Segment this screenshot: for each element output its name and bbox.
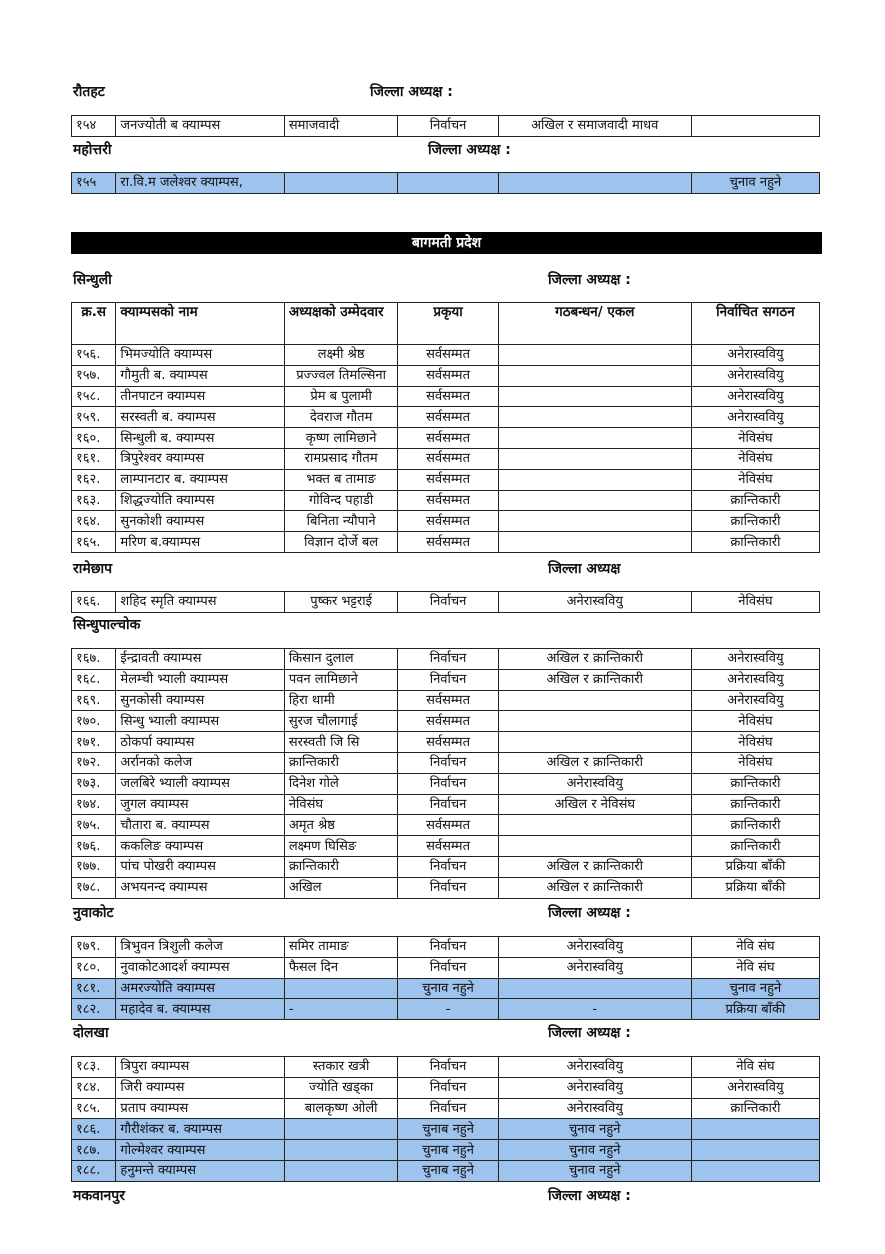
table-row — [72, 711, 820, 732]
cell-process: सर्वसम्मत — [398, 836, 498, 857]
cell-campus: रा.वि.म जलेश्वर क्याम्पस, — [116, 173, 284, 194]
cell-candidate: स्तकार खत्री — [284, 1057, 398, 1078]
table-row — [72, 386, 820, 407]
cell-candidate: ज्योति खड्का — [284, 1077, 398, 1098]
rows-mahottari — [72, 173, 820, 194]
cell-alliance — [498, 532, 691, 553]
cell-process: सर्वसम्मत — [398, 407, 498, 428]
table-row — [72, 173, 820, 194]
table-row — [72, 1057, 820, 1078]
cell-process: चुनाब नहुने — [398, 1140, 498, 1161]
table-row — [72, 511, 820, 532]
cell-serial: १५६. — [72, 345, 116, 366]
cell-campus: सिन्धुली ब. क्याम्पस — [116, 428, 284, 449]
cell-serial: १५९. — [72, 407, 116, 428]
cell-campus: सिन्धु भ्याली क्याम्पस — [116, 711, 284, 732]
cell-campus: अर्रानको कलेज — [116, 752, 284, 773]
cell-elected — [691, 1119, 819, 1140]
rows-dolakha — [72, 1057, 820, 1182]
district-chair-label: जिल्ला अध्यक्ष : — [548, 1188, 631, 1204]
cell-elected: नेविसंघ — [691, 448, 819, 469]
cell-alliance — [498, 711, 691, 732]
cell-candidate: दिनेश गोले — [284, 773, 398, 794]
cell-candidate: रामप्रसाद गौतम — [284, 448, 398, 469]
cell-alliance: अनेरास्ववियु — [498, 773, 691, 794]
cell-serial: १५७. — [72, 365, 116, 386]
cell-candidate: बिनिता न्यौपाने — [284, 511, 398, 532]
cell-process: निर्वाचन — [398, 1057, 498, 1078]
cell-serial: १७८. — [72, 877, 116, 898]
cell-elected: चुनाव नहुने — [691, 978, 819, 999]
cell-serial: १६०. — [72, 428, 116, 449]
district-chair-label: जिल्ला अध्यक्ष : — [548, 905, 631, 921]
cell-candidate: भक्त ब तामाङ — [284, 469, 398, 490]
cell-elected: अनेरास्ववियु — [691, 690, 819, 711]
cell-campus: महादेव ब. क्याम्पस — [116, 999, 284, 1020]
table-row — [72, 428, 820, 449]
cell-process: सर्वसम्मत — [398, 365, 498, 386]
cell-serial: १८५. — [72, 1098, 116, 1119]
cell-campus: मरिण ब.क्याम्पस — [116, 532, 284, 553]
cell-elected: क्रान्तिकारी — [691, 815, 819, 836]
cell-serial: १६२. — [72, 469, 116, 490]
cell-serial: १८१. — [72, 978, 116, 999]
cell-alliance — [498, 365, 691, 386]
cell-candidate: क्रान्तिकारी — [284, 856, 398, 877]
table-row — [72, 690, 820, 711]
cell-campus: त्रिपुरा क्याम्पस — [116, 1057, 284, 1078]
cell-campus: भिमज्योति क्याम्पस — [116, 345, 284, 366]
cell-candidate: लक्ष्मण घिसिङ — [284, 836, 398, 857]
cell-campus: जलबिरे भ्याली क्याम्पस — [116, 773, 284, 794]
district-chair-label: जिल्ला अध्यक्ष : — [370, 84, 453, 100]
table-row — [72, 836, 820, 857]
cell-process: निर्वाचन — [398, 937, 498, 958]
cell-campus: चौतारा ब. क्याम्पस — [116, 815, 284, 836]
cell-process: सर्वसम्मत — [398, 511, 498, 532]
cell-candidate: समिर तामाङ — [284, 937, 398, 958]
cell-serial: १६४. — [72, 511, 116, 532]
cell-alliance: अखिल र समाजवादी माधव — [498, 116, 691, 137]
cell-candidate: हिरा थामी — [284, 690, 398, 711]
cell-alliance — [498, 428, 691, 449]
cell-candidate: लक्ष्मी श्रेष्ठ — [284, 345, 398, 366]
cell-elected: क्रान्तिकारी — [691, 794, 819, 815]
col-header-process: प्रकृया — [398, 303, 498, 345]
cell-alliance — [498, 386, 691, 407]
cell-serial: १७०. — [72, 711, 116, 732]
cell-serial: १६५. — [72, 532, 116, 553]
cell-elected: अनेरास्ववियु — [691, 649, 819, 670]
cell-campus: ईन्द्रावती क्याम्पस — [116, 649, 284, 670]
cell-candidate: कृष्ण लामिछाने — [284, 428, 398, 449]
table-row — [72, 1119, 820, 1140]
cell-alliance: अखिल र क्रान्तिकारी — [498, 856, 691, 877]
cell-elected: प्रक्रिया बाँकी — [691, 877, 819, 898]
cell-candidate: समाजवादी — [284, 116, 398, 137]
cell-alliance — [498, 511, 691, 532]
cell-candidate: नेविसंघ — [284, 794, 398, 815]
table-nuwakot — [71, 936, 820, 1020]
cell-elected: क्रान्तिकारी — [691, 511, 819, 532]
cell-process: सर्वसम्मत — [398, 386, 498, 407]
district-title-mahottari: महोत्तरी — [73, 142, 112, 158]
cell-elected: नेवि संघ — [691, 957, 819, 978]
cell-process: निर्वाचन — [398, 1098, 498, 1119]
cell-elected — [691, 1160, 819, 1181]
cell-candidate: - — [284, 999, 398, 1020]
cell-serial: १८४. — [72, 1077, 116, 1098]
district-chair-label: जिल्ला अध्यक्ष : — [428, 142, 511, 158]
cell-alliance: अखिल र क्रान्तिकारी — [498, 877, 691, 898]
cell-elected — [691, 1140, 819, 1161]
cell-elected: क्रान्तिकारी — [691, 532, 819, 553]
cell-serial: १६३. — [72, 490, 116, 511]
district-title-makwanpur: मकवानपुर — [73, 1188, 125, 1204]
cell-process: निर्वाचन — [398, 649, 498, 670]
table-row — [72, 732, 820, 753]
cell-campus: गौरीशंकर ब. क्याम्पस — [116, 1119, 284, 1140]
district-title-rautahat: रौतहट — [73, 84, 105, 100]
cell-candidate: सरस्वती जि सि — [284, 732, 398, 753]
col-header-serial: क्र.स — [72, 303, 116, 345]
table-row — [72, 669, 820, 690]
cell-elected: नेविसंघ — [691, 711, 819, 732]
cell-serial: १८६. — [72, 1119, 116, 1140]
cell-process: निर्वाचन — [398, 856, 498, 877]
cell-campus: अभयनन्द क्याम्पस — [116, 877, 284, 898]
table-row — [72, 407, 820, 428]
table-dolakha — [71, 1056, 820, 1182]
cell-serial: १६७. — [72, 649, 116, 670]
cell-serial: १८३. — [72, 1057, 116, 1078]
table-row — [72, 773, 820, 794]
table-row — [72, 649, 820, 670]
district-chair-label: जिल्ला अध्यक्ष : — [548, 1025, 631, 1041]
cell-alliance: अखिल र क्रान्तिकारी — [498, 669, 691, 690]
cell-serial: १७३. — [72, 773, 116, 794]
cell-alliance: चुनाव नहुने — [498, 1140, 691, 1161]
cell-campus: त्रिभुवन त्रिशुली कलेज — [116, 937, 284, 958]
table-row — [72, 794, 820, 815]
cell-serial: १८७. — [72, 1140, 116, 1161]
cell-campus: शहिद स्मृति क्याम्पस — [116, 592, 284, 613]
rows-sindhupalchok — [72, 649, 820, 899]
cell-candidate: प्रेम ब पुलामी — [284, 386, 398, 407]
cell-alliance: अखिल र क्रान्तिकारी — [498, 649, 691, 670]
cell-elected: नेविसंघ — [691, 732, 819, 753]
table-ramechhap — [71, 591, 820, 613]
col-header-campus: क्याम्पसको नाम — [116, 303, 284, 345]
cell-process: निर्वाचन — [398, 116, 498, 137]
cell-candidate: अखिल — [284, 877, 398, 898]
table-row — [72, 592, 820, 613]
cell-alliance: अनेरास्ववियु — [498, 1057, 691, 1078]
cell-candidate: पवन लामिछाने — [284, 669, 398, 690]
cell-campus: पांच पोखरी क्याम्पस — [116, 856, 284, 877]
col-header-candidate: अध्यक्षको उम्मेदवार — [284, 303, 398, 345]
cell-candidate — [284, 1160, 398, 1181]
cell-candidate: सुरज चौलागाई — [284, 711, 398, 732]
cell-serial: १७२. — [72, 752, 116, 773]
cell-candidate: फैसल दिन — [284, 957, 398, 978]
cell-process: निर्वाचन — [398, 773, 498, 794]
table-row — [72, 877, 820, 898]
district-chair-label: जिल्ला अध्यक्ष : — [548, 272, 631, 288]
cell-alliance: अनेरास्ववियु — [498, 937, 691, 958]
cell-campus: नुवाकोटआदर्श क्याम्पस — [116, 957, 284, 978]
table-row — [72, 469, 820, 490]
cell-elected: क्रान्तिकारी — [691, 490, 819, 511]
cell-candidate: अमृत श्रेष्ठ — [284, 815, 398, 836]
table-row — [72, 856, 820, 877]
cell-candidate — [284, 1140, 398, 1161]
cell-process: निर्वाचन — [398, 957, 498, 978]
cell-serial: १५८. — [72, 386, 116, 407]
header-row — [72, 303, 820, 345]
cell-alliance: अनेरास्ववियु — [498, 1098, 691, 1119]
cell-alliance: अनेरास्ववियु — [498, 592, 691, 613]
cell-campus: ककलिङ क्याम्पस — [116, 836, 284, 857]
cell-candidate: प्रज्ज्वल तिमल्सिना — [284, 365, 398, 386]
cell-serial: १६९. — [72, 690, 116, 711]
cell-process: सर्वसम्मत — [398, 428, 498, 449]
cell-serial: १६१. — [72, 448, 116, 469]
cell-elected: क्रान्तिकारी — [691, 1098, 819, 1119]
table-row — [72, 365, 820, 386]
cell-campus: अमरज्योति क्याम्पस — [116, 978, 284, 999]
cell-serial: १८८. — [72, 1160, 116, 1181]
cell-elected: चुनाव नहुने — [691, 173, 819, 194]
cell-elected: नेविसंघ — [691, 592, 819, 613]
cell-campus: शिद्धज्योति क्याम्पस — [116, 490, 284, 511]
table-sindhuli — [71, 302, 820, 553]
cell-alliance — [498, 448, 691, 469]
rows-ramechhap — [72, 592, 820, 613]
cell-candidate: पुष्कर भट्टराई — [284, 592, 398, 613]
cell-elected: प्रक्रिया बाँकी — [691, 999, 819, 1020]
cell-process — [398, 173, 498, 194]
cell-candidate — [284, 173, 398, 194]
cell-elected: नेविसंघ — [691, 752, 819, 773]
table-row — [72, 1140, 820, 1161]
cell-campus: तीनपाटन क्याम्पस — [116, 386, 284, 407]
cell-alliance — [498, 978, 691, 999]
cell-campus: प्रताप क्याम्पस — [116, 1098, 284, 1119]
cell-alliance — [498, 690, 691, 711]
cell-campus: सरस्वती ब. क्याम्पस — [116, 407, 284, 428]
table-row — [72, 448, 820, 469]
cell-candidate — [284, 1119, 398, 1140]
cell-campus: सुनकोशी क्याम्पस — [116, 511, 284, 532]
cell-elected: अनेरास्ववियु — [691, 407, 819, 428]
cell-process: सर्वसम्मत — [398, 469, 498, 490]
cell-elected: नेवि संघ — [691, 1057, 819, 1078]
cell-process: निर्वाचन — [398, 1077, 498, 1098]
cell-serial: १७४. — [72, 794, 116, 815]
table-row — [72, 752, 820, 773]
table-row — [72, 1077, 820, 1098]
cell-alliance — [498, 469, 691, 490]
district-title-nuwakot: नुवाकोट — [73, 905, 114, 921]
cell-alliance — [498, 815, 691, 836]
cell-campus: गौमुती ब. क्याम्पस — [116, 365, 284, 386]
cell-alliance — [498, 490, 691, 511]
col-header-elected: निर्वाचित सगठन — [691, 303, 819, 345]
cell-process: सर्वसम्मत — [398, 690, 498, 711]
table-row — [72, 490, 820, 511]
cell-serial: १६८. — [72, 669, 116, 690]
cell-elected: नेविसंघ — [691, 428, 819, 449]
cell-process: निर्वाचन — [398, 794, 498, 815]
cell-elected: अनेरास्ववियु — [691, 345, 819, 366]
table-rautahat — [71, 115, 820, 137]
cell-alliance — [498, 407, 691, 428]
col-header-alliance: गठबन्धन/ एकल — [498, 303, 691, 345]
cell-campus: त्रिपुरेश्वर क्याम्पस — [116, 448, 284, 469]
district-title-sindhupalchok: सिन्धुपाल्चोक — [73, 617, 141, 633]
district-title-sindhuli: सिन्धुली — [73, 272, 112, 288]
cell-campus: सुनकोसी क्याम्पस — [116, 690, 284, 711]
cell-elected: अनेरास्ववियु — [691, 669, 819, 690]
cell-process: चुनाव नहुने — [398, 978, 498, 999]
cell-serial: १८०. — [72, 957, 116, 978]
cell-elected — [691, 116, 819, 137]
cell-serial: १७५. — [72, 815, 116, 836]
cell-candidate — [284, 978, 398, 999]
cell-serial: १७६. — [72, 836, 116, 857]
cell-serial: १७७. — [72, 856, 116, 877]
district-chair-label: जिल्ला अध्यक्ष — [548, 561, 621, 577]
cell-alliance — [498, 836, 691, 857]
cell-candidate: किसान दुलाल — [284, 649, 398, 670]
cell-alliance: अखिल र नेविसंघ — [498, 794, 691, 815]
cell-process: सर्वसम्मत — [398, 532, 498, 553]
cell-process: चुनाब नहुने — [398, 1160, 498, 1181]
cell-elected: नेविसंघ — [691, 469, 819, 490]
cell-candidate: देवराज गौतम — [284, 407, 398, 428]
cell-elected: क्रान्तिकारी — [691, 836, 819, 857]
cell-elected: क्रान्तिकारी — [691, 773, 819, 794]
province-band: बागमती प्रदेश — [71, 232, 822, 254]
cell-candidate: बालकृष्ण ओली — [284, 1098, 398, 1119]
table-row — [72, 937, 820, 958]
table-row — [72, 1160, 820, 1181]
table-row — [72, 345, 820, 366]
cell-process: सर्वसम्मत — [398, 711, 498, 732]
table-row — [72, 815, 820, 836]
table-row — [72, 532, 820, 553]
cell-serial: १५४ — [72, 116, 116, 137]
table-mahottari — [71, 172, 820, 194]
cell-process: चुनाब नहुने — [398, 1119, 498, 1140]
district-title-ramechhap: रामेछाप — [73, 561, 113, 577]
cell-candidate: क्रान्तिकारी — [284, 752, 398, 773]
cell-alliance: चुनाव नहुने — [498, 1160, 691, 1181]
cell-campus: लाम्पानटार ब. क्याम्पस — [116, 469, 284, 490]
cell-campus: जुगल क्याम्पस — [116, 794, 284, 815]
cell-elected: नेवि संघ — [691, 937, 819, 958]
cell-process: सर्वसम्मत — [398, 448, 498, 469]
cell-candidate: गोविन्द पहाडी — [284, 490, 398, 511]
rows-nuwakot — [72, 937, 820, 1020]
cell-campus: जनज्योती ब क्याम्पस — [116, 116, 284, 137]
cell-process: सर्वसम्मत — [398, 815, 498, 836]
cell-process: निर्वाचन — [398, 752, 498, 773]
cell-elected: अनेरास्ववियु — [691, 365, 819, 386]
cell-serial: १६६. — [72, 592, 116, 613]
cell-serial: १५५ — [72, 173, 116, 194]
cell-alliance — [498, 345, 691, 366]
cell-alliance: - — [498, 999, 691, 1020]
cell-alliance: अनेरास्ववियु — [498, 1077, 691, 1098]
cell-alliance: अखिल र क्रान्तिकारी — [498, 752, 691, 773]
cell-alliance — [498, 732, 691, 753]
rows-rautahat — [72, 116, 820, 137]
cell-campus: मेलम्ची भ्याली क्याम्पस — [116, 669, 284, 690]
table-sindhupalchok — [71, 648, 820, 899]
cell-alliance — [498, 173, 691, 194]
cell-elected: अनेरास्ववियु — [691, 386, 819, 407]
cell-candidate: विज्ञान दोर्जे बल — [284, 532, 398, 553]
cell-process: निर्वाचन — [398, 669, 498, 690]
district-title-dolakha: दोलखा — [73, 1025, 109, 1041]
cell-campus: हनुमन्ते क्याम्पस — [116, 1160, 284, 1181]
cell-campus: जिरी क्याम्पस — [116, 1077, 284, 1098]
cell-serial: १७१. — [72, 732, 116, 753]
table-row — [72, 999, 820, 1020]
table-row — [72, 116, 820, 137]
cell-process: सर्वसम्मत — [398, 490, 498, 511]
cell-campus: ठोकर्पा क्याम्पस — [116, 732, 284, 753]
cell-elected: प्रक्रिया बाँकी — [691, 856, 819, 877]
cell-serial: १७९. — [72, 937, 116, 958]
table-row — [72, 978, 820, 999]
cell-process: निर्वाचन — [398, 877, 498, 898]
cell-serial: १८२. — [72, 999, 116, 1020]
cell-process: - — [398, 999, 498, 1020]
cell-process: निर्वाचन — [398, 592, 498, 613]
cell-alliance: चुनाव नहुने — [498, 1119, 691, 1140]
cell-campus: गोल्मेश्वर क्याम्पस — [116, 1140, 284, 1161]
cell-elected: अनेरास्ववियु — [691, 1077, 819, 1098]
cell-process: सर्वसम्मत — [398, 732, 498, 753]
rows-sindhuli — [72, 345, 820, 553]
cell-alliance: अनेरास्ववियु — [498, 957, 691, 978]
table-row — [72, 957, 820, 978]
cell-process: सर्वसम्मत — [398, 345, 498, 366]
table-row — [72, 1098, 820, 1119]
